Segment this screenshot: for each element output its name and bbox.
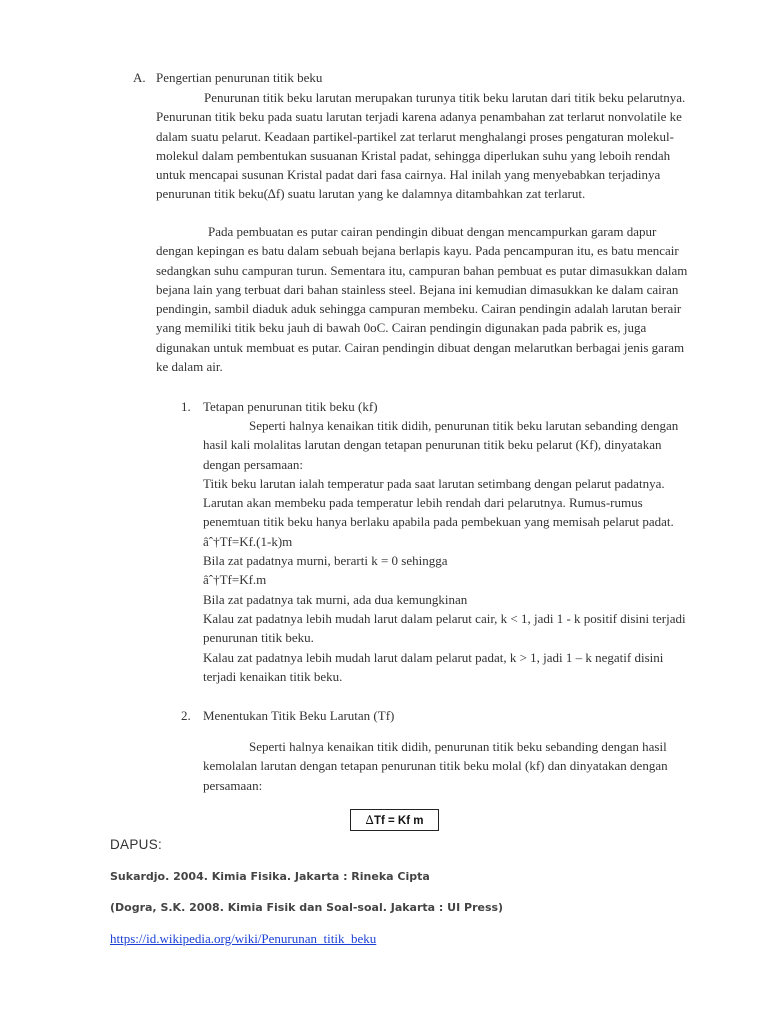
list-item-1-line-3: Bila zat padatnya murni, berarti k = 0 sehingga [203, 553, 448, 569]
list-item-2-heading [181, 706, 394, 725]
list-item-2-text: Seperti halnya kenaikan titik didih, penurunan titik beku sebanding dengan hasil kemolalan larutan dengan tetapan penurunan titik beku molal (kf) dan dinyatakan dengan persamaan: [203, 739, 668, 793]
section-heading [133, 69, 322, 87]
list-item-1-line-6: Kalau zat padatnya lebih mudah larut dalam pelarut cair, k < 1, jadi 1 - k positif disini terjadi penurunan titik beku. [203, 610, 686, 646]
list-item-1-body [203, 416, 691, 686]
list-item-1-line-1: Titik beku larutan ialah temperatur pada saat larutan setimbang dengan pelarut padatnya. Larutan akan membeku pada temperatur lebih rendah dari pelarutnya. Rumus-rumus penemtuan titik beku hanya berlaku apabila pada pembekuan yang memisah pelarut padat. [203, 475, 674, 530]
reference-2: (Dogra, S.K. 2008. Kimia Fisik dan Soal-soal. Jakarta : UI Press) [110, 901, 504, 914]
section-title: Pengertian penurunan titik beku [156, 70, 323, 85]
list-item-1-intro: Seperti halnya kenaikan titik didih, penurunan titik beku larutan sebanding dengan hasil kali molalitas larutan dengan tetapan penurunan titik beku pelarut (Kf), dinyatakan dengan persamaan: [203, 418, 679, 472]
list-item-2-title: Menentukan Titik Beku Larutan (Tf) [203, 708, 395, 723]
formula-line-1: âˆ†Tf=Kf.(1-k)m [203, 533, 293, 549]
list-item-1-heading [181, 397, 378, 416]
wikipedia-link[interactable]: https://id.wikipedia.org/wiki/Penurunan_titik_beku [110, 931, 377, 946]
formula-box [350, 809, 439, 831]
paragraph-es-putar: Pada pembuatan es putar cairan pendingin dibuat dengan mencampurkan garam dapur dengan kepingan es batu dalam sebuah bejana berlapis kayu. Pada pencampuran itu, es batu mencair sedangkan suhu campuran turun. Sementara itu, campuran bahan pembuat es putar dimasukkan dalam bejana lain yang terbuat dari bahan stainless steel. Bejana ini kemudian dimasukkan ke dalam cairan pendingin, sambil diaduk aduk sehingga campuran membeku. Cairan pendingin adalah larutan berair yang memiliki titik beku jauh di bawah 0oC. Cairan pendingin digunakan pada pabrik es, juga digunakan untuk membuat es putar. Cairan pendingin dibuat dengan melarutkan berbagai jenis garam ke dalam air. [156, 224, 688, 375]
formula-line-2: âˆ†Tf=Kf.m [203, 572, 267, 588]
reference-1: Sukardjo. 2004. Kimia Fisika. Jakarta : Rineka Cipta [110, 870, 430, 883]
list-item-1-line-5: Bila zat padatnya tak murni, ada dua kemungkinan [203, 591, 468, 607]
list-item-1-line-7: Kalau zat padatnya lebih mudah larut dalam pelarut padat, k > 1, jadi 1 – k negatif disini terjadi kenaikan titik beku. [203, 649, 664, 684]
formula-text: Tf = Kf m [373, 815, 424, 827]
section-letter: A. [133, 70, 146, 85]
list-item-1-title: Tetapan penurunan titik beku (kf) [203, 399, 378, 414]
delta-symbol: ∆ [365, 813, 374, 827]
paragraph-definition: Penurunan titik beku larutan merupakan turunya titik beku larutan dari titik beku pelarutnya. Penurunan titik beku pada suatu larutan terjadi karena adanya penambahan zat terlarut nonvolatile ke dalam suatu pelarut. Keadaan partikel-partikel zat terlarut menghalangi proses pengaturan molekul-molekul dalam pembentukan susuanan Kristal padat, sehingga diperlukan suhu yang leboih rendah untuk mencapai susunan Kristal padat dari fasa cairnya. Hal inilah yang menyebabkan terjadinya penurunan titik beku(∆f) suatu larutan yang ke dalamnya ditambahkan zat terlarut. [156, 90, 686, 202]
references-heading: DAPUS: [110, 837, 163, 852]
list-item-1-number: 1. [181, 399, 191, 414]
list-item-2-number: 2. [181, 708, 191, 723]
